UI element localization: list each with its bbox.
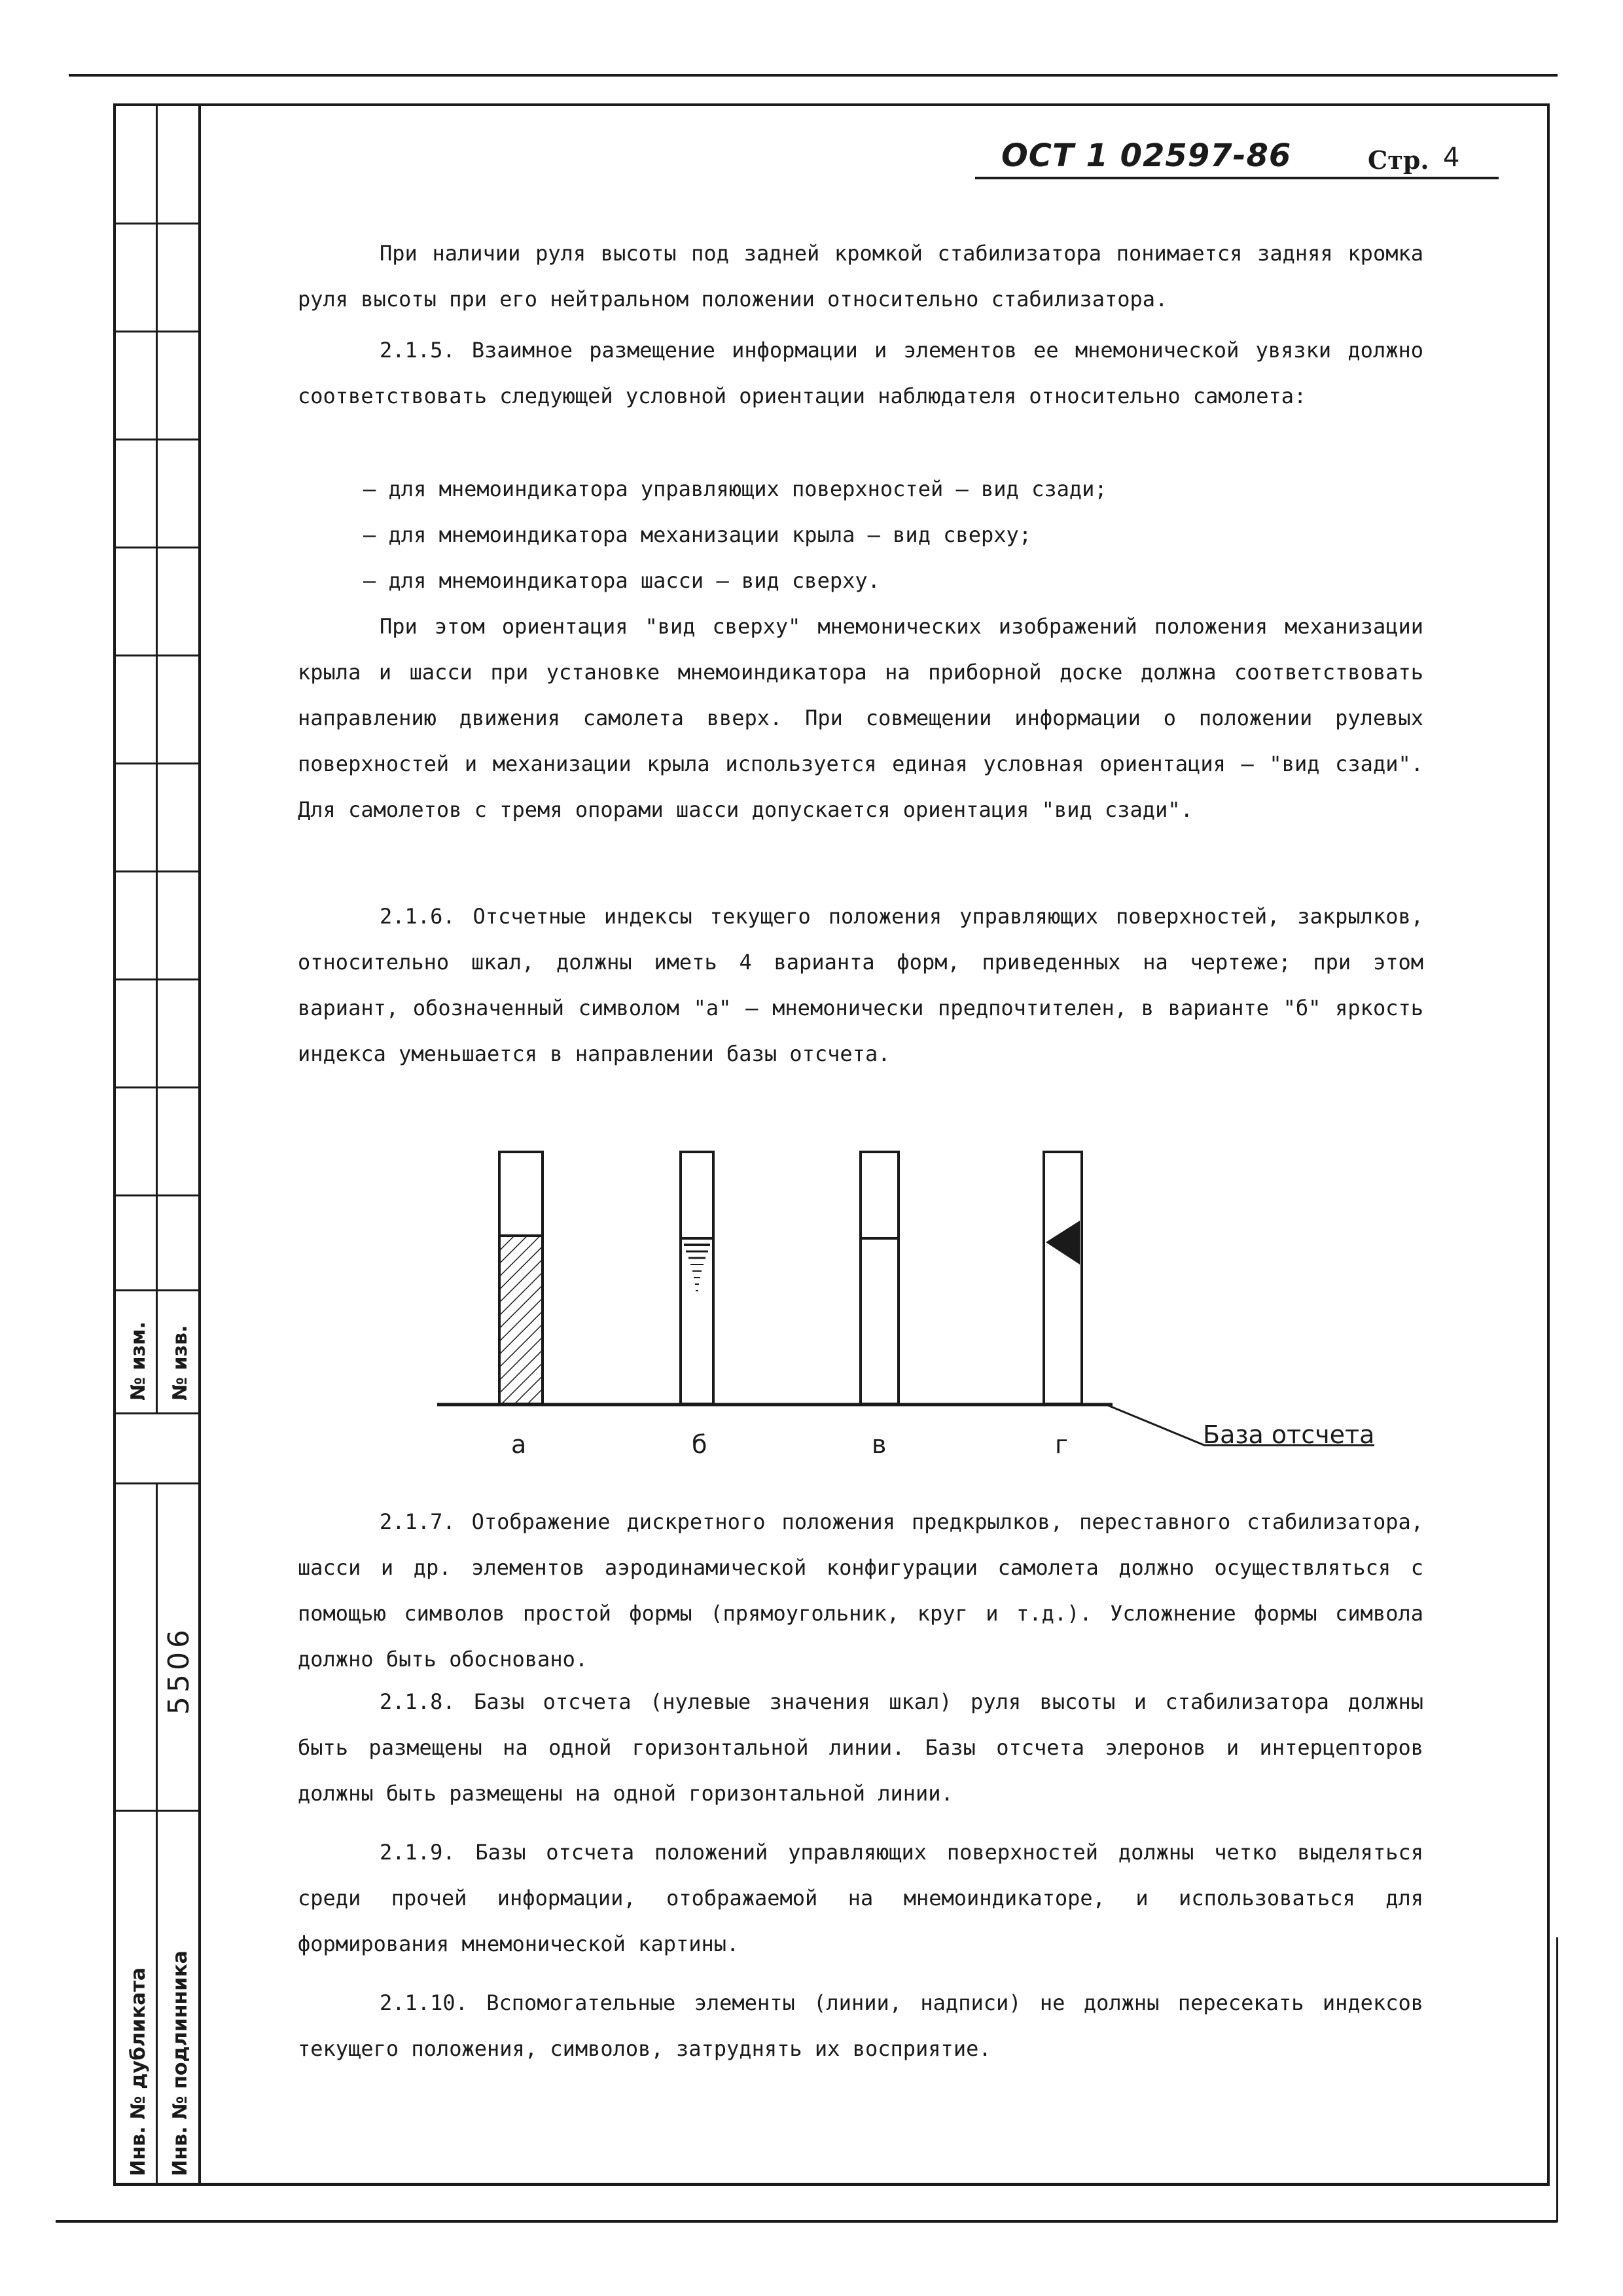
page-label: Стр.	[1368, 145, 1429, 175]
paragraph-2-1-6: 2.1.6. Отсчетные индексы текущего положения управляющих поверхностей, закрылков, относительно шкал, должны иметь 4 варианта форм, приведенных на чертеже; при этом вариант, обозначенный символом "а" – мнемонически предпочтителен, в варианте "б" яркость индекса уменьшается в направлении базы отсчета.	[298, 904, 1423, 1066]
change-no-label: № изм.	[127, 1321, 150, 1401]
variant-g-bar	[1044, 1152, 1082, 1404]
paragraph-2-1-7: 2.1.7. Отображение дискретного положения предкрылков, переставного стабилизатора, шасси и др. элементов аэродинамической конфигурации самолета должно осуществляться с помощью символов простой формы (прямоугольник, круг и т.д.). Усложнение формы символа должно быть обосновано.	[298, 1509, 1423, 1672]
list-item-landing-gear: – для мнемоиндикатора шасси – вид сверху.	[363, 568, 880, 593]
variant-a-bar	[499, 1152, 543, 1404]
variant-b-bar	[681, 1152, 713, 1404]
variant-label-a: а	[511, 1430, 527, 1459]
base-label-leader	[1106, 1405, 1204, 1445]
paragraph-2-1-10: 2.1.10. Вспомогательные элементы (линии, надписи) не должны пересекать индексов текущего положения, символов, затруднять их восприятие.	[298, 1990, 1423, 2061]
paragraph-2-1-8: 2.1.8. Базы отсчета (нулевые значения шкал) руля высоты и стабилизатора должны быть размещены на одной горизонтальной линии. Базы отсчета элеронов и интерцепторов должны быть размещены на одной горизонтальной линии.	[298, 1689, 1423, 1806]
document-number: ОСТ 1 02597-86	[1001, 137, 1292, 174]
paragraph-2-1-5: 2.1.5. Взаимное размещение информации и элементов ее мнемонической увязки должно соответствовать следующей условной ориентации наблюдателя относительно самолета:	[298, 338, 1423, 408]
notice-no-label: № изв.	[169, 1325, 192, 1401]
paragraph-orientation: При этом ориентация "вид сверху" мнемонических изображений положения механизации крыла и шасси при установке мнемоиндикатора на приборной доске должна соответствовать направлению движения самолета вверх. При совмещении информации о положении рулевых поверхностей и механизации крыла используется единая условная ориентация – "вид сзади". Для самолетов с тремя опорами шасси допускается ориентация "вид сзади".	[298, 614, 1423, 822]
variant-label-g: г	[1055, 1430, 1068, 1459]
list-item-wing-mechanization: – для мнемоиндикатора механизации крыла – вид сверху;	[363, 522, 1032, 547]
variant-label-b: б	[692, 1430, 707, 1459]
variant-label-v: в	[872, 1430, 887, 1459]
list-item-control-surfaces: – для мнемоиндикатора управляющих поверхностей – вид сзади;	[363, 476, 1107, 501]
paragraph-stabilizer-note: При наличии руля высоты под задней кромкой стабилизатора понимается задняя кромка руля высоты при его нейтральном положении относительно стабилизатора.	[298, 241, 1423, 312]
original-inventory-label: Инв. № подлинника	[169, 1950, 192, 2176]
paragraph-2-1-9: 2.1.9. Базы отсчета положений управляющих поверхностей должны четко выделяться среди прочей информации, отображаемой на мнемоиндикаторе, и использоваться для формирования мнемонической картины.	[298, 1840, 1423, 1956]
duplicate-inventory-label: Инв. № дубликата	[127, 1967, 150, 2176]
variant-v-bar	[861, 1152, 899, 1404]
page-number: 4	[1443, 143, 1460, 173]
base-label: База отсчета	[1203, 1420, 1375, 1449]
inventory-number: 5506	[162, 1626, 196, 1715]
